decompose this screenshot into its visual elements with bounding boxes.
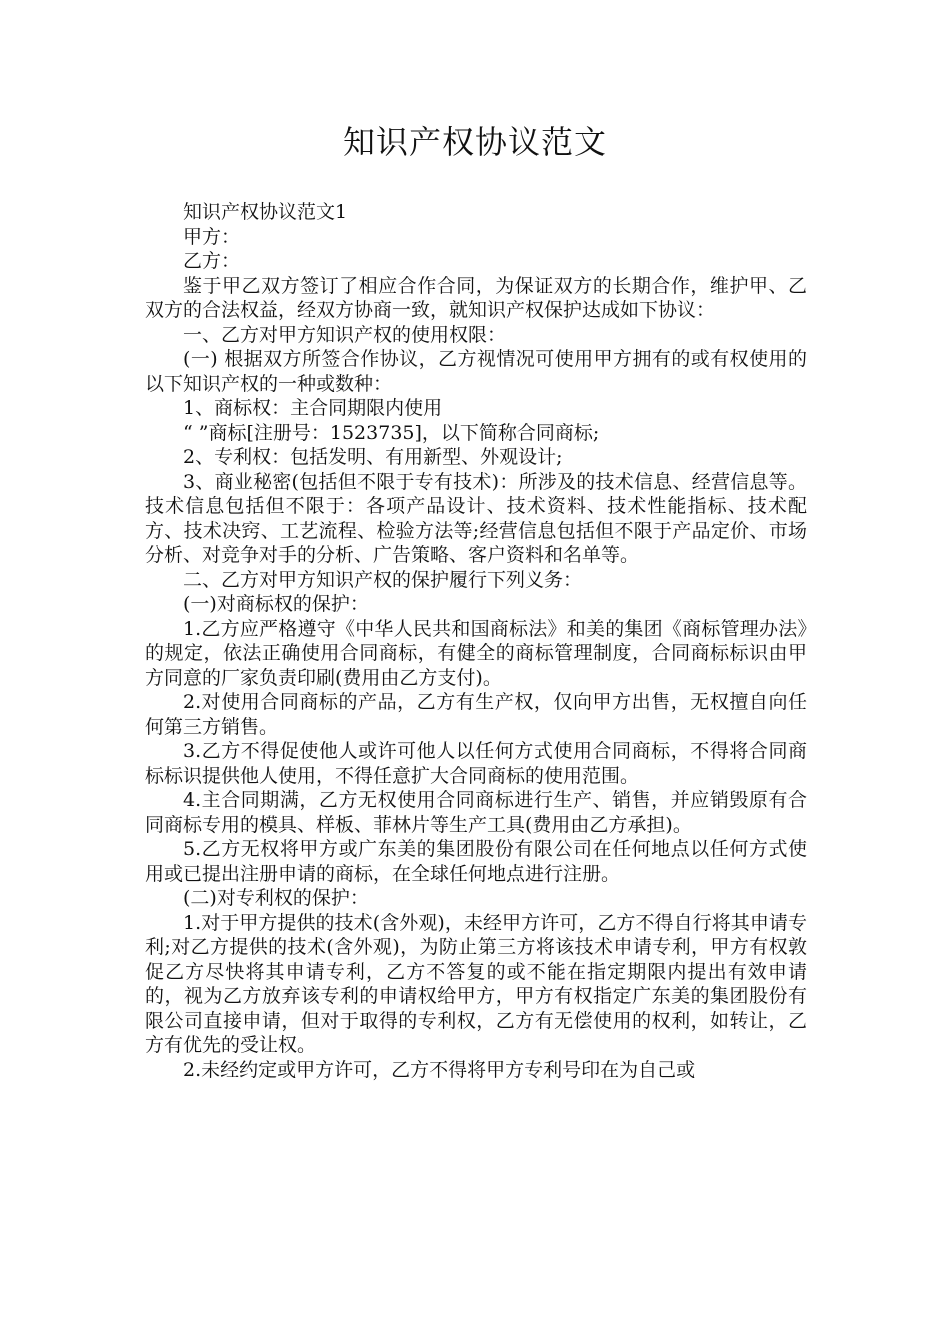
paragraph: “ ”商标[注册号：1523735]，以下简称合同商标; <box>183 421 600 444</box>
paragraph: 乙方： <box>183 250 241 272</box>
paragraph: 2、专利权：包括发明、有用新型、外观设计; <box>183 446 563 468</box>
paragraph: (一)对商标权的保护： <box>183 593 369 615</box>
paragraph: 甲方： <box>183 225 241 248</box>
document-title: 知识产权协议范文 <box>342 123 607 161</box>
paragraph: 1.对于甲方提供的技术(含外观)，未经甲方许可，乙方不得自行将其申请专利;对乙方提供的技术(含外观)，为防止第三方将该技术申请专利，甲方有权敦促乙方尽快将其申请专利，乙方不答复的或不能在指定期限内提出有效申请的，视为乙方放弃该专利的申请权给甲方，甲方有权指定广东美的集团股份有限公司直接申请，但对于取得的专利权，乙方有无偿使用的权利，如转让，乙方有优先的受让权。 <box>145 911 807 1056</box>
paragraph: 5.乙方无权将甲方或广东美的集团股份有限公司在任何地点以任何方式使用或已提出注册申请的商标，在全球任何地点进行注册。 <box>145 838 807 885</box>
paragraph: 3、商业秘密(包括但不限于专有技术)：所涉及的技术信息、经营信息等。技术信息包括但不限于：各项产品设计、技术资料、技术性能指标、技术配方、技术决窍、工艺流程、检验方法等;经营信息包括但不限于产品定价、市场分析、对竞争对手的分析、广告策略、客户资料和名单等。 <box>145 470 807 566</box>
paragraph: 一、乙方对甲方知识产权的使用权限： <box>183 323 507 346</box>
paragraph: (二)对专利权的保护： <box>183 887 369 909</box>
paragraph: 知识产权协议范文1 <box>183 201 348 223</box>
paragraph: 4.主合同期满，乙方无权使用合同商标进行生产、销售，并应销毁原有合同商标专用的模具、样板、菲林片等生产工具(费用由乙方承担)。 <box>145 789 807 836</box>
paragraph: 鉴于甲乙双方签订了相应合作合同，为保证双方的长期合作，维护甲、乙双方的合法权益，经双方协商一致，就知识产权保护达成如下协议： <box>145 274 807 321</box>
document-body <box>145 200 807 1082</box>
paragraph: 1、商标权：主合同期限内使用 <box>183 397 443 419</box>
paragraph: 3.乙方不得促使他人或许可他人以任何方式使用合同商标，不得将合同商标标识提供他人使用，不得任意扩大合同商标的使用范围。 <box>145 740 807 787</box>
paragraph: (一) 根据双方所签合作协议，乙方视情况可使用甲方拥有的或有权使用的以下知识产权的一种或数种： <box>145 348 807 395</box>
paragraph: 2.对使用合同商标的产品，乙方有生产权，仅向甲方出售，无权擅自向任何第三方销售。 <box>145 691 807 738</box>
paragraph: 二、乙方对甲方知识产权的保护履行下列义务： <box>183 568 583 591</box>
paragraph: 2.未经约定或甲方许可，乙方不得将甲方专利号印在为自己或 <box>183 1058 696 1081</box>
paragraph: 1.乙方应严格遵守《中华人民共和国商标法》和美的集团《商标管理办法》的规定，依法正确使用合同商标，有健全的商标管理制度，合同商标标识由甲方同意的厂家负责印刷(费用由乙方支付)。 <box>145 617 807 689</box>
